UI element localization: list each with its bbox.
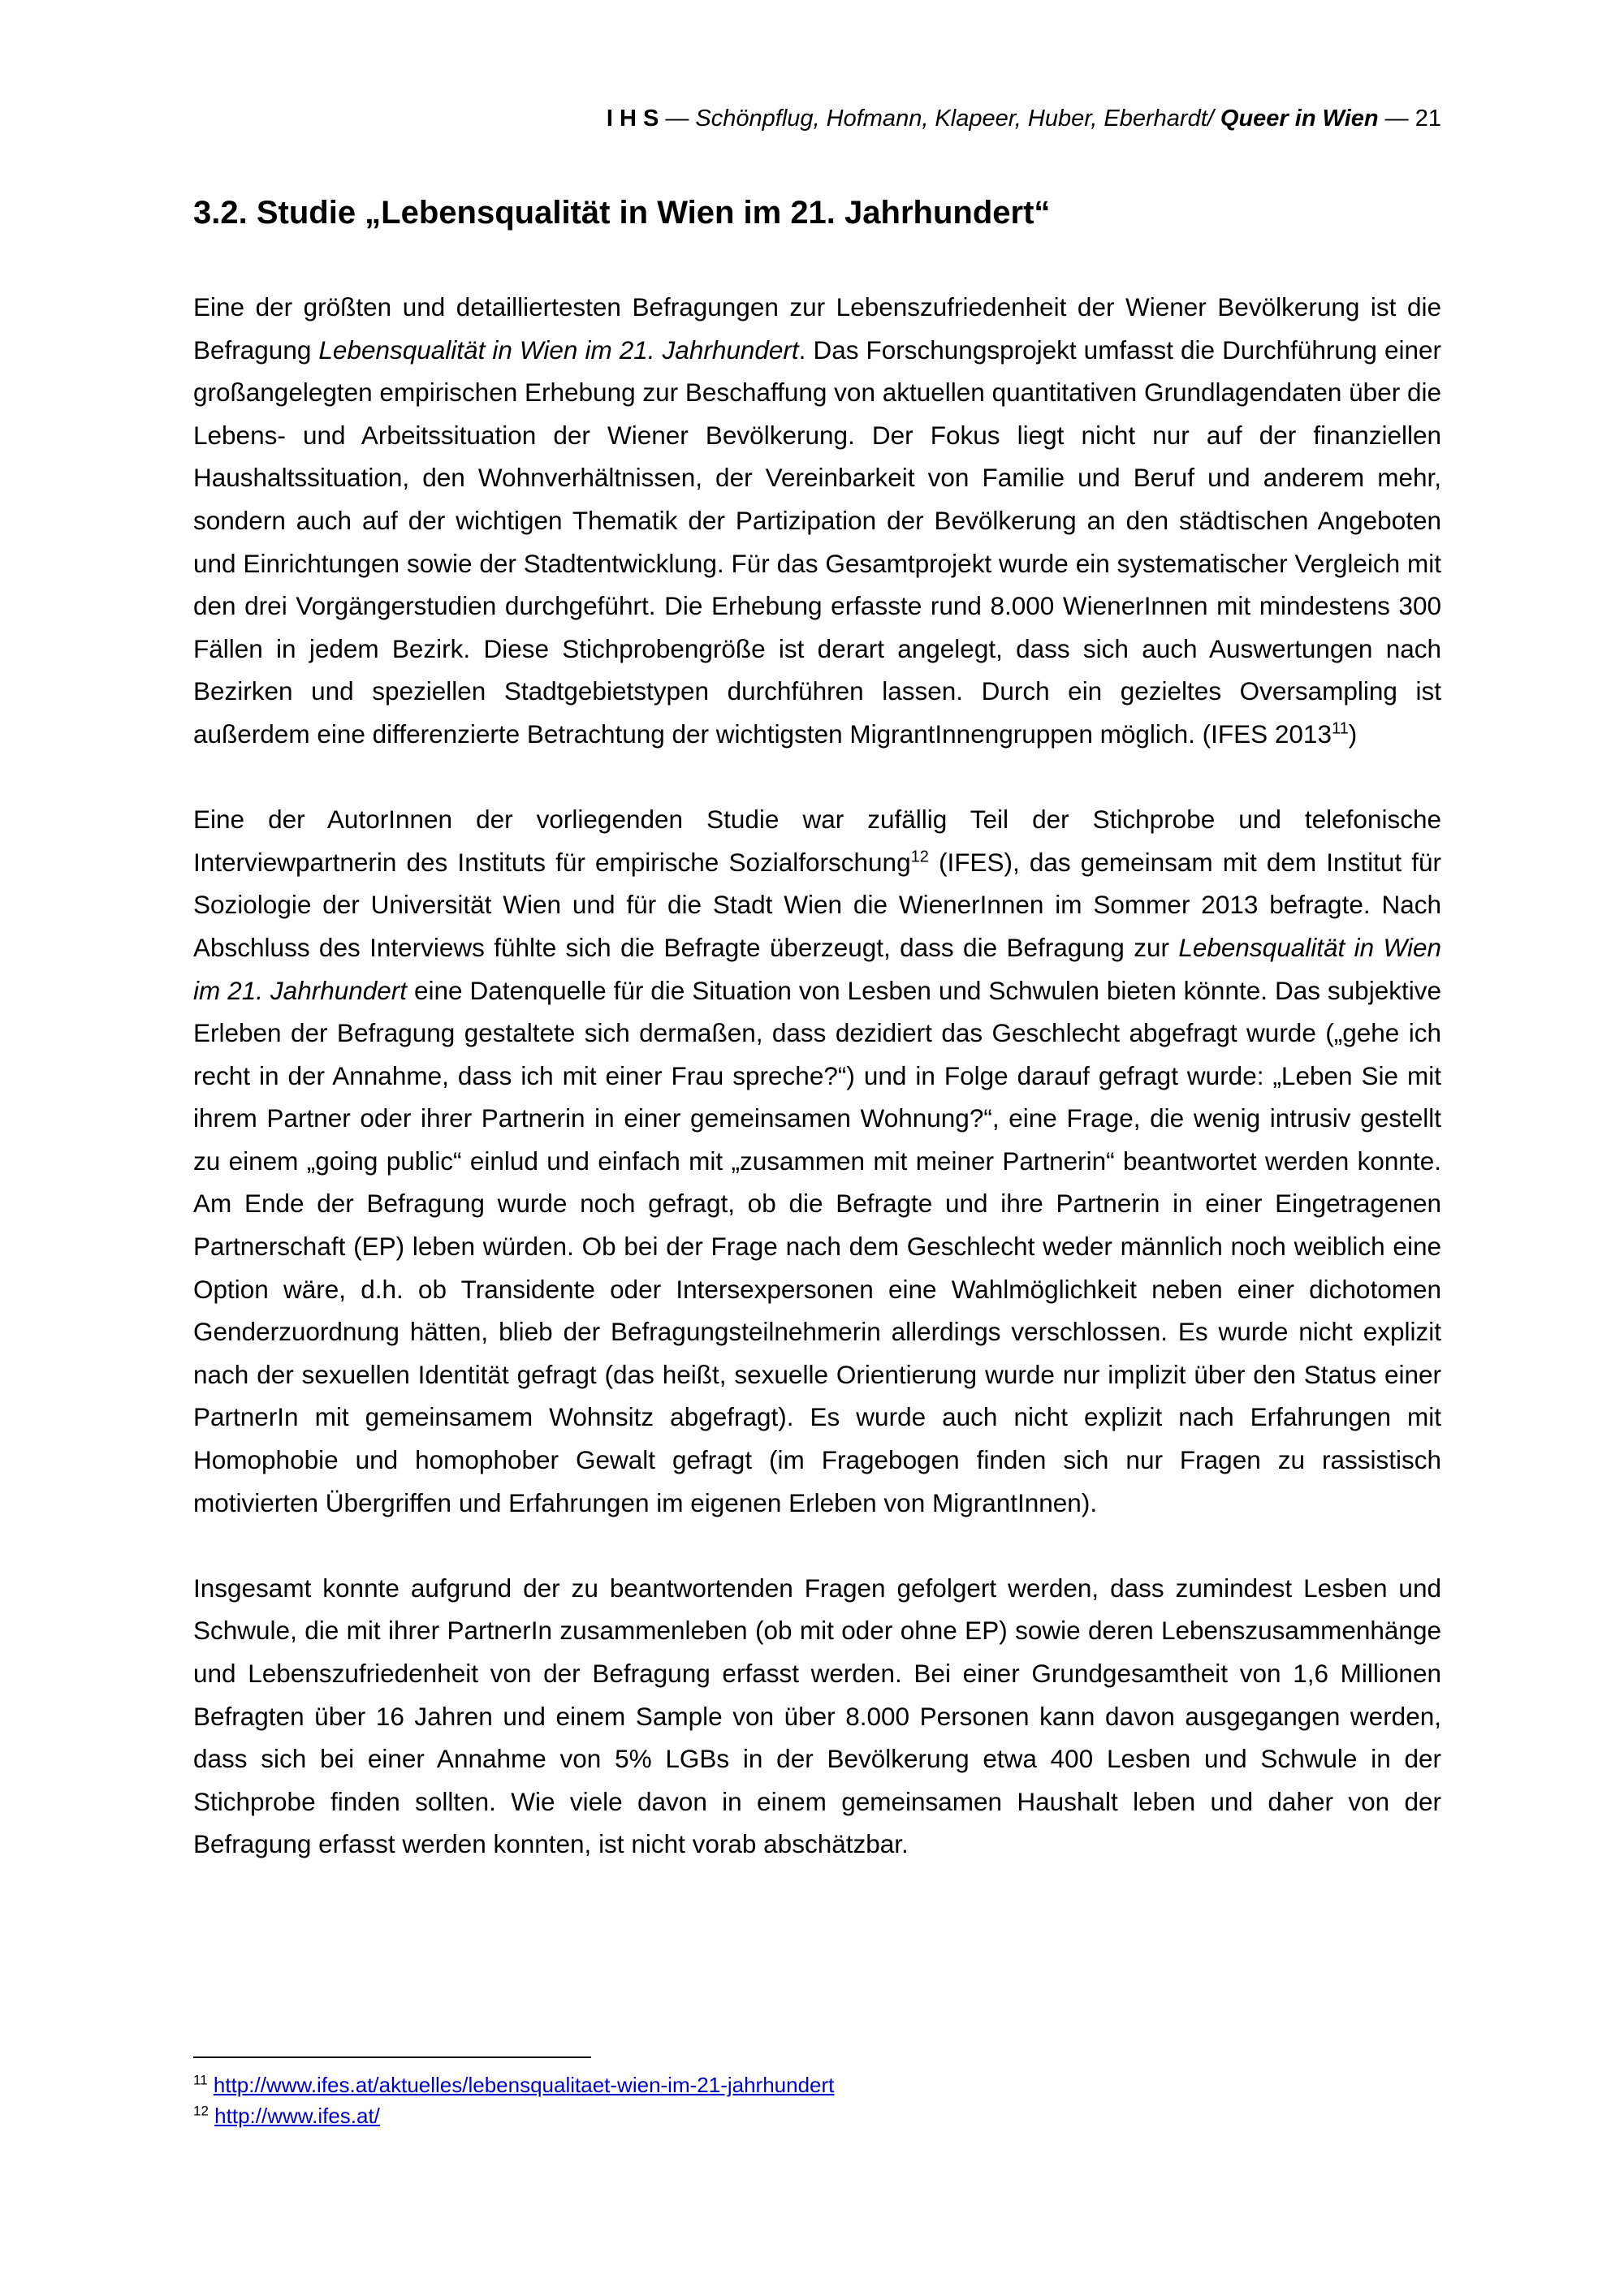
page-number: 21 (1415, 106, 1441, 132)
paragraph (193, 286, 1441, 756)
italic-title: Lebensqualität in Wien im 21. Jahrhundert (318, 334, 799, 365)
footnote-11 (193, 2070, 834, 2100)
text-run: Insgesamt konnte aufgrund der zu beantwortenden Fragen gefolgert werden, dass zumindest Lesben und Schwule, die mit ihrer PartnerIn zusammenleben (ob mit oder ohne EP) sowie deren Lebenszusammenhänge und Lebenszufriedenheit von der Befragung erfasst werden. Bei einer Grundgesamtheit von 1,6 Millionen Befragten über 16 Jahren und einem Sample von über 8.000 Personen kann davon ausgegangen werden, dass sich bei einer Annahme von 5% LGBs in der Bevölkerung etwa 400 Lesben und Schwule in der Stichprobe finden sollten. Wie viele davon in einem gemeinsamen Haushalt leben und daher von der Befragung erfasst werden konnten, ist nicht vorab abschätzbar. (193, 1573, 1441, 1859)
footnote-12 (193, 2101, 380, 2130)
running-header (607, 106, 1441, 132)
footnote-separator (193, 2056, 591, 2058)
footnote-ref: 11 (1331, 719, 1349, 738)
header-dash: — (1378, 106, 1415, 132)
header-dash: — (659, 106, 696, 132)
footnote-number: 11 (193, 2072, 208, 2088)
footnote-ref: 12 (910, 848, 929, 866)
text-run: eine Datenquelle für die Situation von Lesben und Schwulen bieten könnte. Das subjektive Erleben der Befragung gestaltete sich dermaßen, dass dezidiert das Geschlecht abgefragt wurde („gehe ich recht in der Annahme, dass ich mit einer Frau spreche?“) und in Folge darauf gefragt wurde: „Leben Sie mit ihrem Partner oder ihrer Partnerin in einer gemeinsamen Wohnung?“, eine Frage, die wenig intrusiv gestellt zu einem „going public“ einlud und einfach mit „zusammen mit meiner Partnerin“ beantwortet werden konnte. Am Ende der Befragung wurde noch gefragt, ob die Befragte und ihre Partnerin in einer Eingetragenen Partnerschaft (EP) leben würden. Ob bei der Frage nach dem Geschlecht weder männlich noch weiblich eine Option wäre, d.h. ob Transidente oder Intersexpersonen eine Wahlmöglichkeit neben einer dichotomen Genderzuordnung hätten, blieb der Befragungsteilnehmerin allerdings verschlossen. Es wurde nicht explizit nach der sexuellen Identität gefragt (das heißt, sexuelle Orientierung wurde nur implizit über den Status einer PartnerIn mit gemeinsamem Wohnsitz abgefragt). Es wurde auch nicht explizit nach Erfahrungen mit Homophobie und homophober Gewalt gefragt (im Fragebogen finden sich nur Fragen zu rassistisch motivierten Übergriffen und Erfahrungen im eigenen Erleben von MigrantInnen). (193, 975, 1441, 1517)
text-run: Eine der größten und detailliertesten Befragungen zur Lebenszufriedenheit der Wiener Bevölkerung ist die Befragung (193, 292, 1441, 365)
italic-title: Lebensqualität in Wien im 21. Jahrhundert (193, 932, 1441, 1005)
header-org: I H S (606, 106, 659, 132)
paragraph (193, 798, 1441, 1524)
text-run: . Das Forschungsprojekt umfasst die Durchführung einer großangelegten empirischen Erhebung zur Beschaffung von aktuellen quantitativen Grundlagendaten über die Lebens- und Arbeitssituation der Wiener Bevölkerung. Der Fokus liegt nicht nur auf der finanziellen Haushaltssituation, den Wohnverhältnissen, der Vereinbarkeit von Familie und Beruf und anderem mehr, sondern auch auf der wichtigen Thematik der Partizipation der Bevölkerung an den städtischen Angeboten und Einrichtungen sowie der Stadtentwicklung. Für das Gesamtprojekt wurde ein systematischer Vergleich mit den drei Vorgängerstudien durchgeführt. Die Erhebung erfasste rund 8.000 WienerInnen mit mindestens 300 Fällen in jedem Bezirk. Diese Stichprobengröße ist derart angelegt, dass sich auch Auswertungen nach Bezirken und speziellen Stadtgebietstypen durchführen lassen. Durch ein gezieltes Oversampling ist außerdem eine differenzierte Betrachtung der wichtigsten MigrantInnengruppen möglich. (IFES 2013 (193, 334, 1442, 749)
paragraph (193, 1567, 1441, 1866)
body-text (193, 286, 1441, 1909)
header-title: Queer in Wien (1220, 106, 1379, 132)
footnote-number: 12 (193, 2103, 209, 2119)
text-run: Eine der AutorInnen der vorliegenden Studie war zufällig Teil der Stichprobe und telefonische Interviewpartnerin des Instituts für empirische Sozialforschung (193, 805, 1441, 877)
footnote-link[interactable]: http://www.ifes.at/ (214, 2104, 380, 2128)
text-run: ) (1348, 719, 1358, 749)
section-heading: 3.2. Studie „Lebensqualität in Wien im 21. Jahrhundert“ (193, 195, 1051, 231)
text-run: (IFES), das gemeinsam mit dem Institut für Soziologie der Universität Wien und für die Stadt Wien die WienerInnen im Sommer 2013 befragte. Nach Abschluss des Interviews fühlte sich die Befragte überzeugt, dass die Befragung zur (193, 847, 1441, 962)
footnote-link[interactable]: http://www.ifes.at/aktuelles/lebensqualitaet-wien-im-21-jahrhundert (213, 2073, 835, 2097)
header-authors: Schönpflug, Hofmann, Klapeer, Huber, Eberhardt/ (695, 106, 1220, 132)
